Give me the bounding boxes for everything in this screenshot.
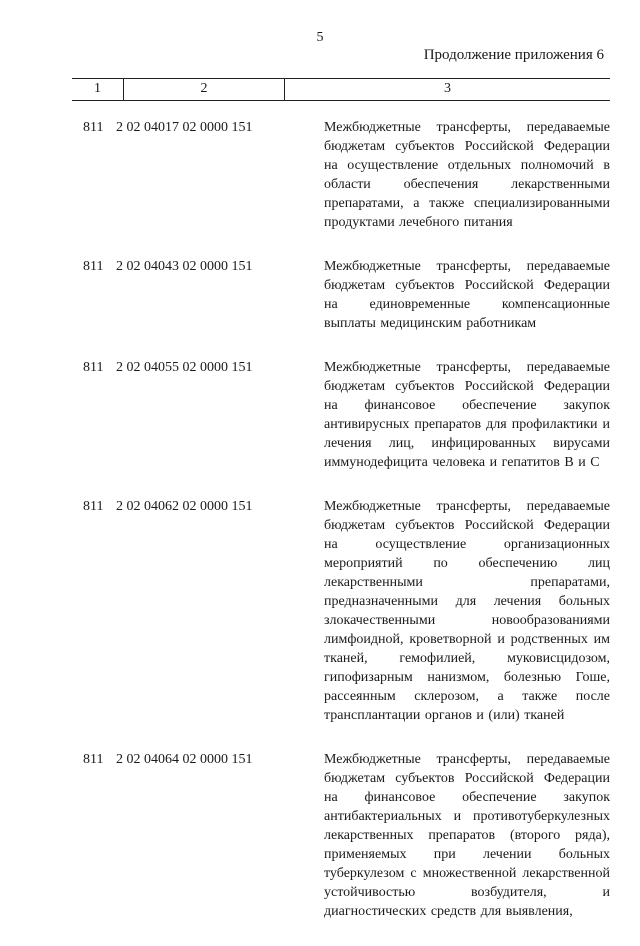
revenue-name: Межбюджетные трансферты, передаваемые бюджетам субъектов Российской Федерации на осуществление отдельных полномочий в области обеспечения лекарственными препаратами, а также специализированными продуктами лечебного питания <box>324 120 610 230</box>
budget-code: 2 02 04043 02 0000 151 <box>116 259 253 274</box>
table-body <box>72 118 610 946</box>
admin-code: 811 <box>83 259 104 274</box>
admin-code: 811 <box>83 752 104 767</box>
admin-code: 811 <box>83 120 104 135</box>
revenue-name: Межбюджетные трансферты, передаваемые бюджетам субъектов Российской Федерации на финансовое обеспечение закупок антивирусных препаратов для профилактики и лечения лиц, инфицированных вирусами иммунодефицита человека и гепатитов В и С <box>324 360 610 470</box>
budget-code: 2 02 04017 02 0000 151 <box>116 120 253 135</box>
revenue-name: Межбюджетные трансферты, передаваемые бюджетам субъектов Российской Федерации на единовременные компенсационные выплаты медицинским работникам <box>324 259 610 331</box>
admin-code: 811 <box>83 360 104 375</box>
admin-code: 811 <box>83 499 104 514</box>
table-row <box>72 257 610 333</box>
table-row <box>72 750 610 921</box>
budget-code: 2 02 04064 02 0000 151 <box>116 752 253 767</box>
table-row <box>72 497 610 725</box>
table-row <box>72 358 610 472</box>
page-number: 5 <box>316 30 324 45</box>
table-header <box>72 78 610 101</box>
revenue-name: Межбюджетные трансферты, передаваемые бюджетам субъектов Российской Федерации на осуществление организационных мероприятий по обеспечению лиц лекарственными препаратами, предназначенными для лечения больных злокачественными новообразованиями лимфоидной, кроветворной и родственных им тканей, гемофилией, муковисцидозом, гипофизарным нанизмом, болезнью Гоше, рассеянным склерозом, а также после трансплантации органов и (или) тканей <box>324 499 610 723</box>
continuation-label: Продолжение приложения 6 <box>423 47 604 63</box>
header-col-1: 1 <box>72 79 124 100</box>
revenue-name: Межбюджетные трансферты, передаваемые бюджетам субъектов Российской Федерации на финансовое обеспечение закупок антибактериальных и противотуберкулезных лекарственных препаратов (второго ряда), применяемых при лечении больных туберкулезом с множественной лекарственной устойчивостью возбудителя, и диагностических средств для выявления, <box>324 752 610 919</box>
header-col-3: 3 <box>444 81 451 96</box>
budget-code: 2 02 04062 02 0000 151 <box>116 499 253 514</box>
budget-code: 2 02 04055 02 0000 151 <box>116 360 253 375</box>
table-row <box>72 118 610 232</box>
header-col-2: 2 <box>124 79 285 100</box>
